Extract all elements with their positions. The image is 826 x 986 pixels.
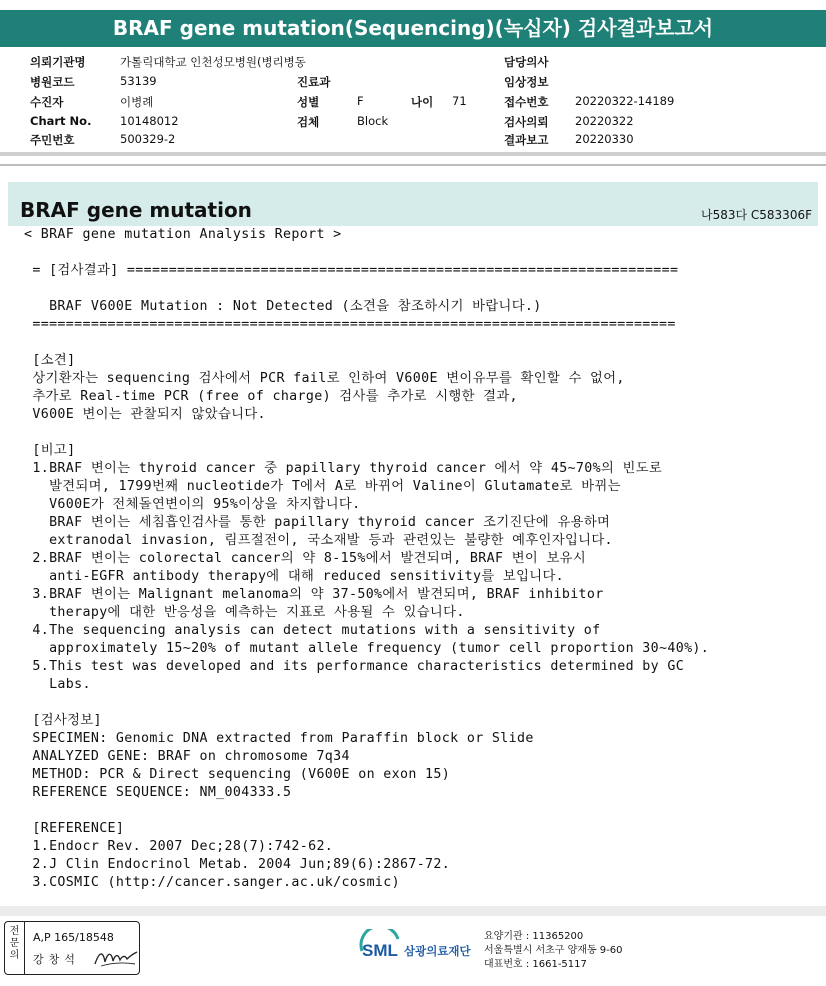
- report-line: 5.This test was developed and its performance characteristics determined by GC: [24, 659, 685, 674]
- report-line: 4.The sequencing analysis can detect mutations with a sensitivity of: [24, 623, 601, 638]
- report-line: 발견되며, 1799번째 nucleotide가 T에서 A로 바뀌어 Valine이 Glutamate로 바뀌는: [24, 479, 621, 494]
- stamp-vertical-label: 전 문 의: [5, 922, 25, 974]
- report-line: anti-EGFR antibody therapy에 대해 reduced sensitivity를 보입니다.: [24, 569, 565, 584]
- report-line: < BRAF gene mutation Analysis Report >: [24, 227, 342, 242]
- report-line: 1.BRAF 변이는 thyroid cancer 중 papillary thyroid cancer 에서 약 45~70%의 빈도로: [24, 461, 663, 476]
- report-line: [24, 424, 709, 442]
- report-line: [24, 280, 709, 298]
- hospital-code-label: 병원코드: [30, 75, 75, 89]
- info-row-5: [0, 132, 826, 150]
- section-title: BRAF gene mutation: [20, 198, 252, 222]
- report-line: [24, 694, 709, 712]
- signature-icon: [93, 946, 139, 970]
- id-value: 500329-2: [120, 132, 176, 146]
- report-line: [소견]: [24, 353, 76, 368]
- report-line: Labs.: [24, 677, 91, 692]
- clinical-label: 임상정보: [504, 75, 549, 89]
- id-label: 주민번호: [30, 133, 75, 147]
- hospital-code-value: 53139: [120, 74, 157, 88]
- footer-line-3: 대표번호 : 1661-5117: [484, 959, 587, 970]
- report-line: BRAF V600E Mutation : Not Detected (소견을 참조하시기 바랍니다.): [24, 299, 542, 314]
- report-line: METHOD: PCR & Direct sequencing (V600E on exon 15): [24, 767, 451, 782]
- stamp-name: 강창석: [33, 953, 80, 966]
- receipt-value: 20220322-14189: [575, 94, 675, 108]
- report-line: SPECIMEN: Genomic DNA extracted from Paraffin block or Slide: [24, 731, 534, 746]
- divider: [0, 164, 826, 166]
- institution-value: 가톨릭대학교 인천성모병원(병리병동: [120, 55, 306, 69]
- info-row-4: [0, 114, 826, 132]
- request-date: 20220322: [575, 114, 634, 128]
- report-title: BRAF gene mutation(Sequencing)(녹십자) 검사결과보고서: [0, 10, 826, 47]
- report-line: 추가로 Real-time PCR (free of charge) 검사를 추가로 시행한 결과,: [24, 389, 518, 404]
- report-line: approximately 15~20% of mutant allele frequency (tumor cell proportion 30~40%).: [24, 641, 710, 656]
- report-line: 2.J Clin Endocrinol Metab. 2004 Jun;89(6):2867-72.: [24, 857, 451, 872]
- patient-label: 수진자: [30, 95, 64, 109]
- report-line: ANALYZED GENE: BRAF on chromosome 7q34: [24, 749, 350, 764]
- specimen-value: Block: [357, 114, 389, 128]
- report-line: 상기환자는 sequencing 검사에서 PCR fail로 인하여 V600E 변이유무를 확인할 수 없어,: [24, 371, 625, 386]
- report-line: REFERENCE SEQUENCE: NM_004333.5: [24, 785, 292, 800]
- footer-info: [484, 930, 623, 972]
- sex-value: F: [357, 94, 364, 108]
- institution-label: 의뢰기관명: [30, 55, 86, 69]
- report-date-label: 결과보고: [504, 133, 549, 147]
- stamp-code: A,P 165/18548: [33, 931, 114, 944]
- specimen-label: 검체: [297, 115, 320, 129]
- report-line: [24, 244, 709, 262]
- report-line: BRAF 변이는 세침흡인검사를 통한 papillary thyroid cancer 조기진단에 유용하며: [24, 515, 611, 530]
- age-value: 71: [452, 94, 467, 108]
- report-line: V600E 변이는 관찰되지 않았습니다.: [24, 407, 266, 422]
- report-date-value: 20220330: [575, 132, 634, 146]
- chart-value: 10148012: [120, 114, 179, 128]
- report-line: 3.BRAF 변이는 Malignant melanoma의 약 37-50%에서 발견되며, BRAF inhibitor: [24, 587, 604, 602]
- report-line: =============================================================================: [24, 317, 676, 332]
- report-line: [검사정보]: [24, 713, 102, 728]
- section-code: 나583다 C583306F: [701, 208, 812, 222]
- doctor-label: 담당의사: [504, 55, 549, 69]
- footer-line-2: 서울특별시 서초구 양재동 9-60: [484, 945, 623, 956]
- age-label: 나이: [411, 95, 434, 109]
- section-header: [8, 182, 818, 226]
- report-line: V600E가 전체돌연변이의 95%이상을 차지합니다.: [24, 497, 361, 512]
- org-name: 삼광의료재단: [404, 944, 471, 958]
- info-row-3: [0, 94, 826, 112]
- footer-divider: [0, 906, 826, 916]
- report-line: 2.BRAF 변이는 colorectal cancer의 약 8-15%에서 발견되며, BRAF 변이 보유시: [24, 551, 587, 566]
- report-line: [24, 334, 709, 352]
- footer-line-1: 요양기관 : 11365200: [484, 931, 584, 942]
- divider: [0, 152, 826, 156]
- sex-label: 성별: [297, 95, 320, 109]
- report-body: [24, 226, 709, 892]
- report-line: 3.COSMIC (http://cancer.sanger.ac.uk/cosmic): [24, 875, 400, 890]
- receipt-label: 접수번호: [504, 95, 549, 109]
- report-line: therapy에 대한 반응성을 예측하는 지표로 사용될 수 있습니다.: [24, 605, 465, 620]
- request-label: 검사의뢰: [504, 115, 549, 129]
- info-row-1: [0, 54, 826, 72]
- report-line: 1.Endocr Rev. 2007 Dec;28(7):742-62.: [24, 839, 334, 854]
- report-line: [비고]: [24, 443, 76, 458]
- report-line: [24, 802, 709, 820]
- patient-info-block: [0, 54, 826, 150]
- report-line: extranodal invasion, 림프절전이, 국소재발 등과 관련있는 불량한 예후인자입니다.: [24, 533, 613, 548]
- report-line: [REFERENCE]: [24, 821, 125, 836]
- chart-label: Chart No.: [30, 114, 92, 128]
- patient-value: 이병례: [120, 95, 154, 109]
- logo-text: SML: [362, 941, 398, 960]
- report-line: = [검사결과] ==================================================================: [24, 263, 679, 278]
- dept-label: 진료과: [297, 75, 331, 89]
- sml-logo-icon: [358, 929, 402, 963]
- specialist-stamp: [4, 921, 140, 975]
- info-row-2: [0, 74, 826, 92]
